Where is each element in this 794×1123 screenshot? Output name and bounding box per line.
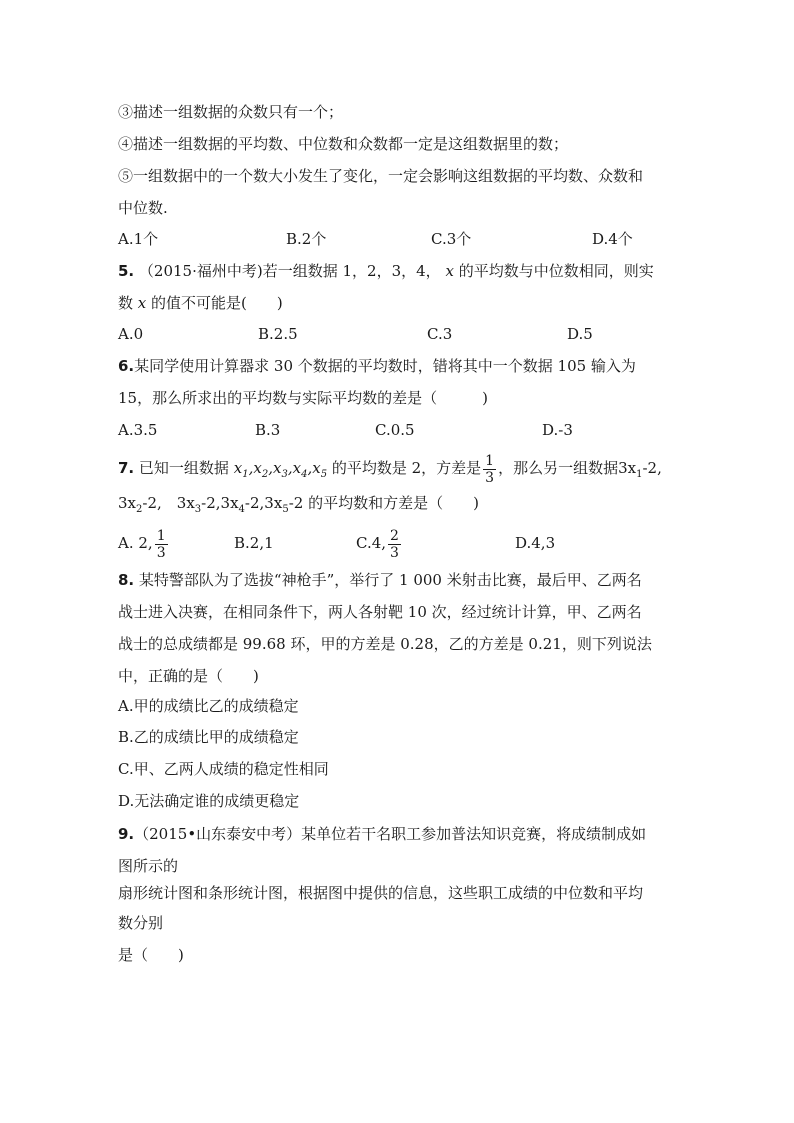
q6-number: 6. (118, 357, 135, 375)
q8-line3: 战士的总成绩都是 99.68 环，甲的方差是 0.28，乙的方差是 0.21，则下列说法 (118, 635, 652, 653)
q7-lead: 已知一组数据 (138, 459, 229, 477)
q7-option-b: B.2,1 (234, 534, 274, 552)
statement-3: ③描述一组数据的众数只有一个； (118, 103, 344, 121)
q7-option-d: D.4,3 (515, 534, 556, 552)
q9-line1: 9.（2015•山东泰安中考）某单位若干名职工参加普法知识竞赛，将成绩制成如 (118, 825, 647, 843)
q7-option-a-fraction: $\frac{1}{3}$ (156, 527, 166, 561)
q7-mid: 的平均数是 2，方差是 (331, 459, 482, 477)
q4-option-d: D.4个 (592, 230, 633, 248)
q8-line2: 战士进入决赛，在相同条件下，两人各射靶 10 次，经过统计计算，甲、乙两名 (118, 603, 642, 621)
q7-variance-fraction: $\frac{1}{3}$ (485, 452, 495, 486)
q7-data-x1: $x_1,x_2,x_3,x_4,x_5$ (233, 459, 328, 480)
q4-option-c: C.3个 (431, 230, 472, 248)
q5-option-a: A.0 (118, 325, 144, 343)
q6-option-c: C.0.5 (375, 421, 415, 439)
q6-option-a: A.3.5 (118, 421, 158, 439)
q5-line2-a: 数 (118, 294, 134, 312)
statement-4: ④描述一组数据的平均数、中位数和众数都一定是这组数据里的数； (118, 135, 569, 153)
q7-option-a: A. 2, $\frac{1}{3}$ (118, 527, 166, 561)
q5-option-d: D.5 (567, 325, 593, 343)
q8-option-c: C.甲、乙两人成绩的稳定性相同 (118, 760, 329, 778)
q6-line1 (118, 356, 636, 376)
statement-5-line1: ⑤一组数据中的一个数大小发生了变化，一定会影响这组数据的平均数、众数和 (118, 167, 644, 185)
q5-option-b: B.2.5 (258, 325, 298, 343)
q9-line2: 图所示的 (118, 857, 179, 875)
q6-option-b: B.3 (255, 421, 281, 439)
q4-option-b: B.2个 (286, 230, 327, 248)
q9-line5: 是（ ) (118, 946, 184, 964)
q7-option-c-fraction: $\frac{2}{3}$ (390, 527, 399, 561)
q9-line4: 数分别 (118, 914, 164, 932)
q9-line3: 扇形统计图和条形统计图，根据图中提供的信息，这些职工成绩的中位数和平均 (118, 884, 644, 902)
q4-option-a: A.1个 (118, 230, 159, 248)
q8-option-b: B.乙的成绩比甲的成绩稳定 (118, 728, 299, 746)
q6-text-1: 某同学使用计算器求 30 个数据的平均数时，错将其中一个数据 105 输入为 (134, 357, 636, 375)
q5-var-x-2: x (137, 294, 147, 312)
q7-line1 (118, 450, 662, 493)
q7-number: 7. (118, 459, 135, 477)
q8-line4: 中，正确的是（ ) (118, 667, 259, 685)
statement-5-line2: 中位数. (118, 199, 168, 217)
q5-text-a: （2015·福州中考)若一组数据 1，2，3，4， (138, 262, 441, 280)
q8-option-a: A.甲的成绩比乙的成绩稳定 (118, 697, 299, 715)
q8-line1: 8. 某特警部队为了选拔“神枪手”，举行了 1 000 米射击比赛，最后甲、乙两名 (118, 571, 642, 589)
q6-line2: 15，那么所求出的平均数与实际平均数的差是（ ) (118, 389, 488, 407)
q5-option-c: C.3 (427, 325, 453, 343)
q8-number: 8. (118, 571, 135, 589)
q9-number: 9. (118, 825, 135, 843)
q5-line2-b: 的值不可能是( ) (151, 294, 283, 312)
q7-line2: $3x_2-2$, $3x_3-2,3x_4-2,3x_5-2$ 的平均数和方差是（ ) (118, 494, 479, 515)
q7-tail-expr: $3x_1-2$, (618, 459, 662, 480)
q7-tail: ，那么另一组数据 (498, 459, 619, 477)
q7-option-c: C.4, $\frac{2}{3}$ (356, 527, 399, 561)
q5-line2 (118, 293, 283, 313)
q5-line1 (118, 261, 654, 281)
q8-option-d: D.无法确定谁的成绩更稳定 (118, 792, 300, 810)
q5-var-x: x (445, 262, 454, 280)
q5-text-b: 的平均数与中位数相同，则实 (458, 262, 654, 280)
q5-number: 5. (118, 262, 135, 280)
q6-option-d: D.-3 (542, 421, 573, 439)
